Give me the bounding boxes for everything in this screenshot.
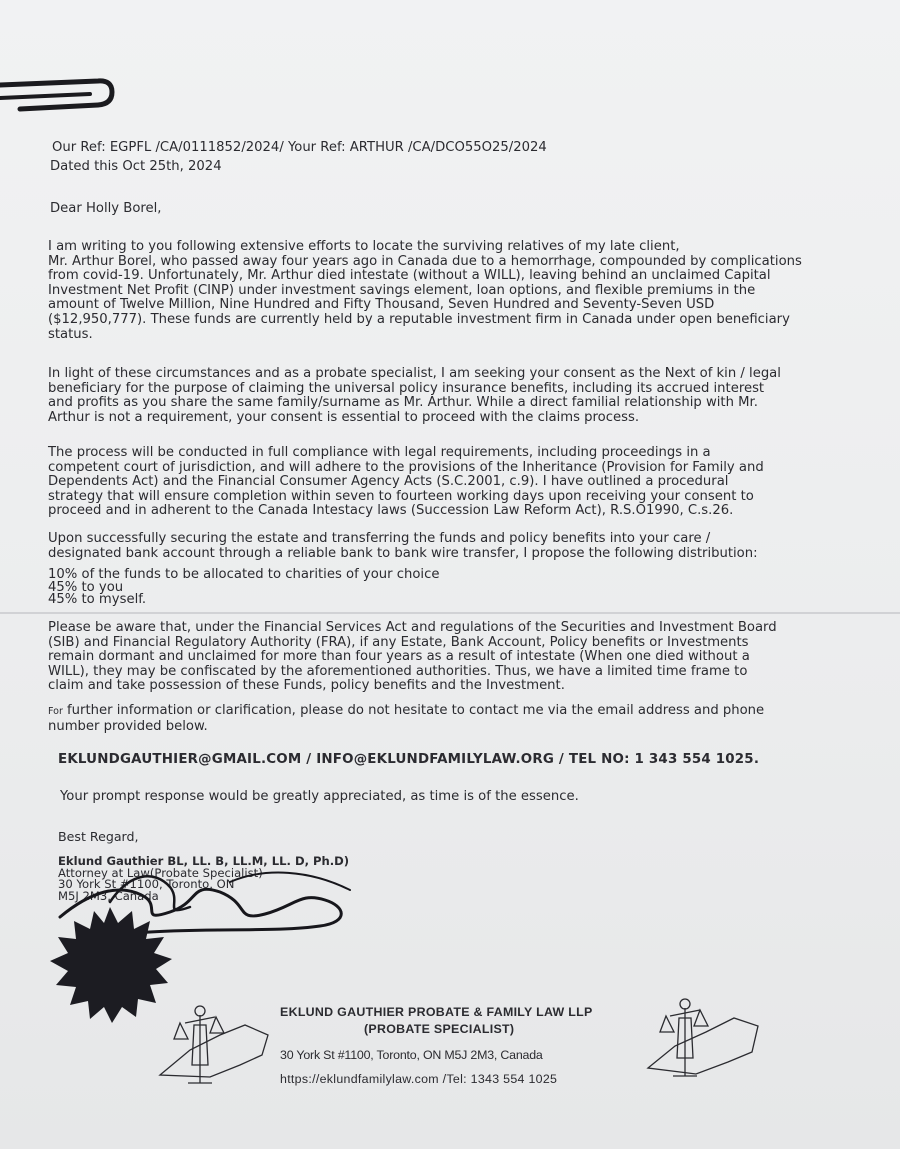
show-through-text xyxy=(300,935,304,948)
text-line: WILL), they may be confiscated by the aforementioned authorities. Thus, we have a limited time frame to xyxy=(48,663,748,679)
firm-footer xyxy=(280,1005,593,1086)
firm-address: 30 York St #1100, Toronto, ON M5J 2M3, Canada xyxy=(280,1048,543,1062)
text-line: I am writing to you following extensive efforts to locate the surviving relatives of my late client, xyxy=(48,239,680,254)
text-line: remain dormant and unclaimed for more than four years as a result of intestate (When one died without a xyxy=(48,649,750,665)
text-line: proceed and in adherent to the Canada Intestacy laws (Succession Law Reform Act), R.S.O1990, C.s.26. xyxy=(48,503,734,519)
closing-request: Your prompt response would be greatly appreciated, as time is of the essence. xyxy=(60,789,579,804)
text-line: and profits as you share the same family/surname as Mr. Arthur. While a direct familial relationship with Mr. xyxy=(48,395,758,411)
text-line xyxy=(48,704,764,720)
text-line: status. xyxy=(48,326,93,342)
paragraph-consent xyxy=(48,367,781,425)
paragraph-intro xyxy=(48,240,802,342)
firm-name: EKLUND GAUTHIER PROBATE & FAMILY LAW LLP xyxy=(280,1005,593,1019)
signer-address: 30 York St #1100, Toronto, ON xyxy=(58,877,235,891)
text-line: Upon successfully securing the estate and transferring the funds and policy benefits into your care / xyxy=(48,531,711,546)
list-item: 45% to myself. xyxy=(48,592,147,608)
distribution-list xyxy=(48,569,439,607)
text-line: amount of Twelve Million, Nine Hundred and Fifty Thousand, Seven Hundred and Seventy-Seven USD xyxy=(48,297,715,313)
text-line: Investment Net Profit (CINP) under investment savings element, loan options, and flexible premiums in the xyxy=(48,282,756,298)
for-prefix: For xyxy=(48,706,63,717)
signer-name: Eklund Gauthier BL, LL. B, LL.M, LL. D, Ph.D) xyxy=(58,854,350,868)
reference-line: Our Ref: EGPFL /CA/0111852/2024/ Your Ref: ARTHUR /CA/DCO55O25/2024 xyxy=(52,140,547,155)
contact-details: EKLUNDGAUTHIER@GMAIL.COM / INFO@EKLUNDFAMILYLAW.ORG / TEL NO: 1 343 554 1025. xyxy=(58,752,760,767)
text-line: (SIB) and Financial Regulatory Authority (FRA), if any Estate, Bank Account, Policy benefits or Investments xyxy=(48,634,749,650)
text-line: designated bank account through a reliable bank to bank wire transfer, I propose the following distribution: xyxy=(48,545,758,561)
text-line: strategy that will ensure completion within seven to fourteen working days upon receiving your consent to xyxy=(48,488,754,504)
paragraph-warning xyxy=(48,621,777,694)
paper-fold-line xyxy=(0,612,900,614)
text-line: from covid-19. Unfortunately, Mr. Arthur died intestate (without a WILL), leaving behind an unclaimed Capital xyxy=(48,268,771,284)
text-line: claim and take possession of these Funds, policy benefits and the Investment. xyxy=(48,678,565,694)
text-line: number provided below. xyxy=(48,718,208,734)
text-line: In light of these circumstances and as a probate specialist, I am seeking your consent as the Next of kin / legal xyxy=(48,366,781,381)
text-line: beneficiary for the purpose of claiming the universal policy insurance benefits, including its accrued interest xyxy=(48,380,765,396)
sign-off: Best Regard, xyxy=(58,829,139,844)
date-line: Dated this Oct 25th, 2024 xyxy=(50,159,222,174)
text-line: Please be aware that, under the Financial Services Act and regulations of the Securities and Investment Board xyxy=(48,620,777,635)
text-line: Arthur is not a requirement, your consent is essential to proceed with the claims process. xyxy=(48,409,640,425)
signer-title: Attorney at Law(Probate Specialist) xyxy=(58,865,263,880)
text-line: Dependents Act) and the Financial Consumer Agency Acts (S.C.2001, c.9). I have outlined a procedural xyxy=(48,474,729,490)
paragraph-contact-request xyxy=(48,704,764,734)
text-line: The process will be conducted in full compliance with legal requirements, including proceedings in a xyxy=(48,445,711,460)
list-item: 45% to you xyxy=(48,579,124,595)
text-line: ($12,950,777). These funds are currently held by a reputable investment firm in Canada under open beneficiary xyxy=(48,311,790,327)
firm-specialty: (PROBATE SPECIALIST) xyxy=(364,1022,515,1036)
list-item: 10% of the funds to be allocated to charities of your choice xyxy=(48,567,440,582)
signer-postal: M5J 2M3, Canada xyxy=(58,888,159,903)
text-fragment: further information or clarification, please do not hesitate to contact me via the email address and phone xyxy=(62,703,765,718)
firm-website-phone: https://eklundfamilylaw.com /Tel: 1343 554 1025 xyxy=(280,1072,558,1086)
paragraph-distribution-intro xyxy=(48,532,758,561)
text-line: competent court of jurisdiction, and will adhere to the provisions of the Inheritance (Provision for Family and xyxy=(48,459,764,475)
justice-scales-emblem xyxy=(640,990,765,1085)
text-line: Mr. Arthur Borel, who passed away four years ago in Canada due to a hemorrhage, compounded by complications xyxy=(48,253,802,269)
paperclip-icon xyxy=(0,68,140,128)
justice-scales-emblem xyxy=(150,995,275,1090)
paragraph-process xyxy=(48,446,764,519)
greeting: Dear Holly Borel, xyxy=(50,201,162,216)
